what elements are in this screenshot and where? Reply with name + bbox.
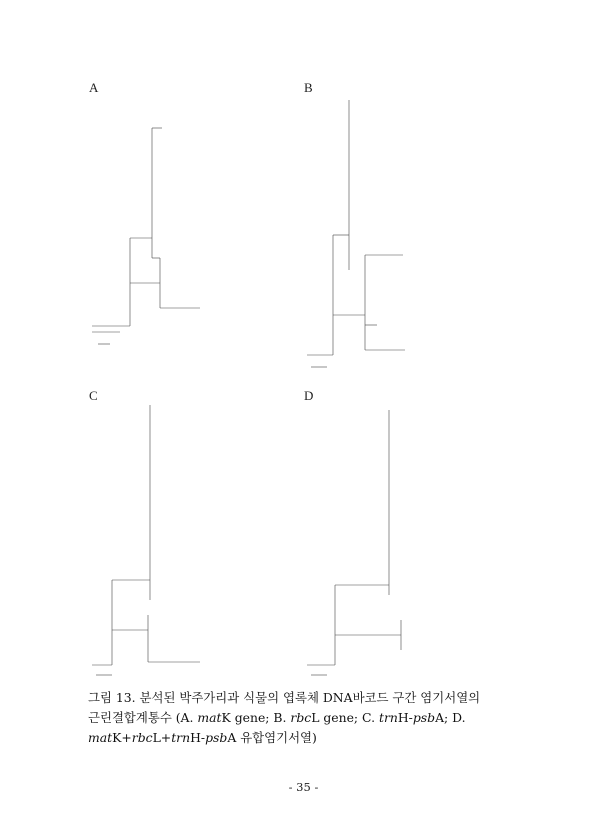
panel-label-d: D — [304, 388, 314, 403]
caption-text: 근린결합계통수 (A. — [88, 710, 198, 725]
figure-caption — [88, 688, 528, 748]
caption-text: K gene; B. — [221, 710, 291, 725]
caption-italic: rbc — [290, 710, 312, 725]
phylogenetic-tree-b — [305, 95, 445, 375]
caption-text: H- — [190, 730, 206, 745]
phylogenetic-tree-d — [305, 405, 445, 685]
caption-text: A 유합염기서열) — [227, 730, 317, 745]
caption-text: K+ — [112, 730, 132, 745]
caption-italic: mat — [197, 710, 222, 725]
caption-text: A; D. — [435, 710, 466, 725]
caption-line-3 — [88, 728, 528, 748]
panel-label-b: B — [304, 80, 313, 95]
caption-text: H- — [397, 710, 413, 725]
page-number: - 35 - — [288, 780, 319, 794]
caption-text: L+ — [152, 730, 172, 745]
caption-line-1: 그림 13. 분석된 박주가리과 식물의 엽록체 DNA바코드 구간 염기서열의 — [88, 690, 481, 705]
caption-italic: trn — [378, 710, 398, 725]
caption-italic: psb — [412, 710, 436, 725]
caption-text: L gene; C. — [311, 710, 379, 725]
caption-italic: rbc — [131, 730, 153, 745]
caption-italic: psb — [205, 730, 228, 745]
phylogenetic-tree-a — [90, 118, 230, 348]
caption-line-2 — [88, 708, 528, 728]
panel-label-a: A — [89, 80, 99, 95]
panel-label-c: C — [89, 388, 98, 403]
caption-italic: mat — [88, 730, 113, 745]
caption-italic: trn — [171, 730, 191, 745]
phylogenetic-tree-c — [90, 400, 230, 680]
